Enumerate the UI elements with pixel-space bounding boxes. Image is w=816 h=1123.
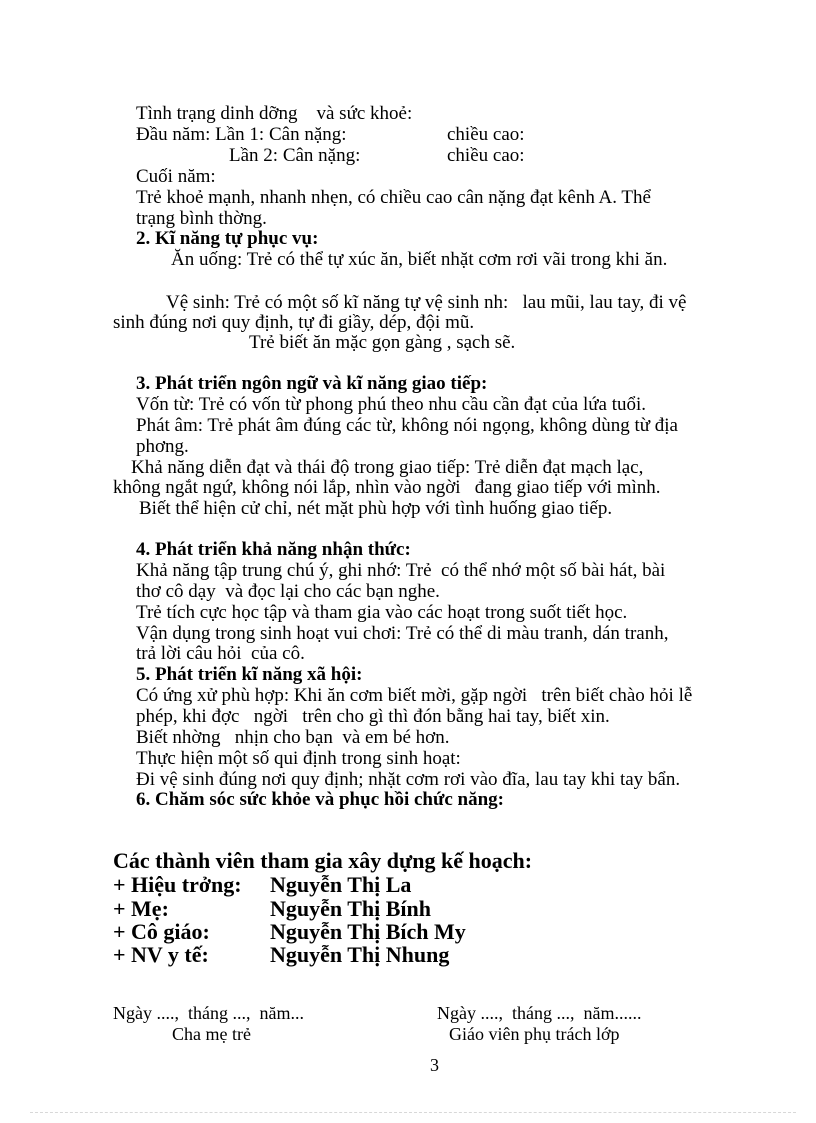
- member-name: Nguyễn Thị Bính: [270, 896, 432, 921]
- health-summary-line1: Trẻ khoẻ mạnh, nhanh nhẹn, có chiều cao cân nặng đạt kênh A. Thể: [136, 187, 651, 208]
- member-name: Nguyễn Thị Bích My: [270, 919, 466, 944]
- member-role: + Mẹ:: [113, 896, 169, 921]
- teacher-signature-title: Giáo viên phụ trách lớp: [449, 1024, 620, 1044]
- healthcare-heading: 6. Chăm sóc sức khỏe và phục hồi chức năng:: [136, 789, 505, 810]
- language-heading: 3. Phát triển ngôn ngữ và kĩ năng giao tiếp:: [136, 373, 488, 394]
- member-role: + Cô giáo:: [113, 919, 210, 944]
- attention-line1: Khả năng tập trung chú ý, ghi nhớ: Trẻ có thể nhớ một số bài hát, bài: [136, 560, 666, 581]
- vocabulary-text: Vốn từ: Trẻ có vốn từ phong phú theo nhu cầu cần đạt của lứa tuổi.: [136, 394, 647, 415]
- members-heading: Các thành viên tham gia xây dựng kế hoạch:: [113, 848, 533, 873]
- active-learning-text: Trẻ tích cực học tập và tham gia vào các hoạt trong suốt tiết học.: [136, 602, 628, 623]
- pronunciation-line1: Phát âm: Trẻ phát âm đúng các từ, không nói ngọng, không dùng từ địa: [136, 415, 678, 436]
- start-year-height-label: chiều cao:: [447, 124, 525, 145]
- member-role: + NV y tế:: [113, 942, 209, 967]
- hygiene-skill-line2: sinh đúng nơi quy định, tự đi giầy, dép, đội mũ.: [113, 312, 475, 333]
- behaviour-line1: Có ứng xử phù hợp: Khi ăn cơm biết mời, gặp ngời trên biết chào hỏi lễ: [136, 685, 693, 706]
- expression-line2: không ngắt ngứ, không nói lắp, nhìn vào ngời đang giao tiếp với mình.: [113, 477, 661, 498]
- play-application-line1: Vận dụng trong sinh hoạt vui chơi: Trẻ có thể di màu tranh, dán tranh,: [136, 623, 669, 644]
- member-role: + Hiệu trởng:: [113, 872, 242, 897]
- page-number: 3: [430, 1055, 439, 1075]
- page-bottom-divider: [30, 1112, 796, 1113]
- member-name: Nguyễn Thị Nhung: [270, 942, 450, 967]
- behaviour-line2: phép, khi đợc ngời trên cho gì thì đón bằng hai tay, biết xin.: [136, 706, 610, 727]
- second-weight-label: Lần 2: Cân nặng:: [229, 145, 361, 166]
- second-height-label: chiều cao:: [447, 145, 525, 166]
- dressing-skill-text: Trẻ biết ăn mặc gọn gàng , sạch sẽ.: [249, 332, 516, 353]
- gesture-text: Biết thể hiện cử chỉ, nét mặt phù hợp với tình huống giao tiếp.: [139, 498, 613, 519]
- rules-text: Thực hiện một số qui định trong sinh hoạt:: [136, 748, 461, 769]
- nutrition-title: Tình trạng dinh dỡng và sức khoẻ:: [136, 103, 413, 124]
- pronunciation-line2: phơng.: [136, 436, 189, 457]
- teacher-date-line: Ngày ...., tháng ..., năm......: [437, 1003, 642, 1023]
- self-care-heading: 2. Kĩ năng tự phục vụ:: [136, 228, 319, 249]
- cognition-heading: 4. Phát triển khả năng nhận thức:: [136, 539, 411, 560]
- attention-line2: thơ cô dạy và đọc lại cho các bạn nghe.: [136, 581, 440, 602]
- social-skills-heading: 5. Phát triển kĩ năng xã hội:: [136, 664, 363, 685]
- expression-line1: Khả năng diễn đạt và thái độ trong giao tiếp: Trẻ diễn đạt mạch lạc,: [131, 457, 644, 478]
- sharing-text: Biết nhờng nhịn cho bạn và em bé hơn.: [136, 727, 450, 748]
- start-year-weight-label: Đầu năm: Lần 1: Cân nặng:: [136, 124, 347, 145]
- toilet-hygiene-text: Đi vệ sinh đúng nơi quy định; nhặt cơm rơi vào đĩa, lau tay khi tay bẩn.: [136, 769, 681, 790]
- eating-skill-text: Ăn uống: Trẻ có thể tự xúc ăn, biết nhặt cơm rơi vãi trong khi ăn.: [171, 249, 668, 270]
- end-year-label: Cuối năm:: [136, 166, 216, 187]
- member-name: Nguyễn Thị La: [270, 872, 412, 897]
- play-application-line2: trả lời câu hỏi của cô.: [136, 643, 305, 664]
- health-summary-line2: trạng bình thờng.: [136, 208, 267, 229]
- parent-signature-title: Cha mẹ trẻ: [172, 1024, 251, 1044]
- parent-date-line: Ngày ...., tháng ..., năm...: [113, 1003, 304, 1023]
- hygiene-skill-line1: Vệ sinh: Trẻ có một số kĩ năng tự vệ sinh nh: lau mũi, lau tay, đi vệ: [166, 292, 687, 313]
